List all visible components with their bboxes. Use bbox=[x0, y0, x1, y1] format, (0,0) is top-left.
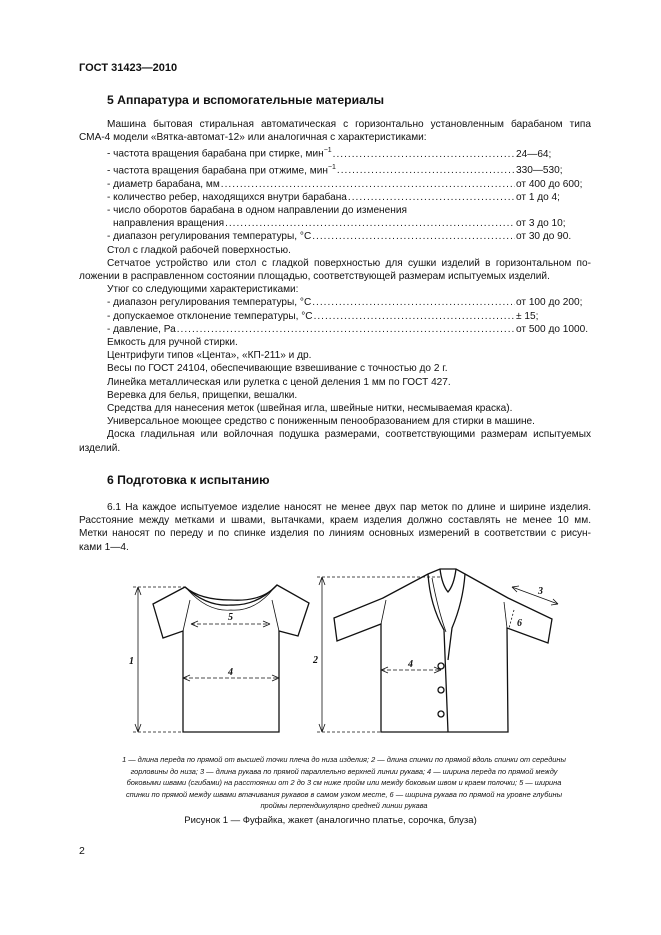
board-line-2: изделий. bbox=[79, 442, 121, 454]
mesh-line-2: ложении в расправленном состоянии площадью, соответствующей размерам испытуемых изделий. bbox=[79, 270, 550, 282]
list-item: Линейка металлическая или рулетка с ценой деления 1 мм по ГОСТ 427. bbox=[107, 376, 451, 388]
measure-label-3: 3 bbox=[538, 586, 543, 597]
spec-row: - диаметр барабана, мм ..... от 400 до 600; bbox=[79, 178, 591, 191]
sec6-line-1: 6.1 На каждое испытуемое изделие наносят не менее двух пар меток по длине и ширине изделия. bbox=[107, 502, 591, 513]
item-table: Стол с гладкой рабочей поверхностью. bbox=[107, 244, 291, 256]
spec-row: - диапазон регулирования температуры, °С ..... от 30 до 90. bbox=[79, 230, 591, 243]
iron-spec-row: - допускаемое отклонение температуры, °С ..... ± 15; bbox=[79, 310, 591, 323]
mesh-line-1: Сетчатое устройство или стол с гладкой поверхностью для сушки изделий в горизонтальном по- bbox=[107, 257, 591, 269]
spec-row: - частота вращения барабана при отжиме, мин$^{-1}$ ..... 330—530; bbox=[79, 161, 591, 178]
measure-label-6: 6 bbox=[517, 618, 522, 629]
list-item: Веревка для белья, прищепки, вешалки. bbox=[107, 389, 298, 401]
list-item: Средства для нанесения меток (швейная игла, швейные нитки, несмываемая краска). bbox=[107, 402, 513, 414]
intro-line-1: Машина бытовая стиральная автоматическая с горизонтально установленным барабаном типа bbox=[107, 119, 591, 130]
iron-title: Утюг со следующими характеристиками: bbox=[107, 284, 299, 296]
spec-5-line-1: - число оборотов барабана в одном направлении до изменения bbox=[107, 204, 407, 216]
page-number: 2 bbox=[79, 845, 85, 857]
measure-label-4: 4 bbox=[228, 667, 233, 678]
spec-row: направления вращения ..... от 3 до 10; bbox=[79, 217, 591, 230]
sec6-line-3: Метки наносят по переду и по спинке изделия по линиям основных измерений в соответствии с рисун- bbox=[79, 528, 591, 540]
section-5-title: 5 Аппаратура и вспомогательные материалы bbox=[107, 93, 384, 107]
figure-title: Рисунок 1 — Фуфайка, жакет (аналогично платье, сорочка, блуза) bbox=[184, 815, 477, 826]
iron-spec-row: - давление, Ра ..... от 500 до 1000. bbox=[79, 323, 591, 336]
list-item: Универсальное моющее средство с пониженным пенообразованием для стирки в машине. bbox=[107, 416, 535, 428]
sec6-line-2: Расстояние между метками и швами, вытачками, краем изделия должно составлять не менее 10 мм. bbox=[79, 515, 591, 527]
section-5-body bbox=[79, 118, 591, 455]
figure-caption: 1 — длина переда по прямой от высшей точки плеча до низа изделия; 2 — длина спинки по прямой вдоль спинки от середины горловины до низа; 3 — длина рукава по прямой параллельно верхней линии рукава; 4 — ширина переда по прямой между боковыми швами (сгибами) на расстоянии от 2 до 3 см ниже пройм или между боковым швом и краем полочки; 5 — ширина спинки по прямой между швами втачивания рукавов в самом узком месте, 6 — ширина рукава по прямой на уровне глубины проймы перпендикулярно средней линии рукава bbox=[122, 755, 566, 811]
spec-row: - частота вращения барабана при стирке, мин$^{-1}$ ..... 24—64; bbox=[79, 144, 591, 161]
sec6-line-4: ками 1—4. bbox=[79, 541, 129, 553]
page-header: ГОСТ 31423—2010 bbox=[79, 62, 178, 74]
section-6-body bbox=[79, 501, 591, 554]
list-item: Емкость для ручной стирки. bbox=[107, 336, 238, 348]
measure-label-4b: 4 bbox=[408, 659, 413, 670]
measure-label-5: 5 bbox=[228, 612, 233, 623]
board-line-1: Доска гладильная или войлочная подушка размерами, соответствующими размерам испытуемых bbox=[107, 429, 591, 441]
spec-row: - количество ребер, находящихся внутри барабана ..... от 1 до 4; bbox=[79, 191, 591, 204]
section-6-title: 6 Подготовка к испытанию bbox=[107, 473, 270, 487]
list-item: Весы по ГОСТ 24104, обеспечивающие взвешивание с точностью до 2 г. bbox=[107, 363, 448, 375]
measure-label-2: 2 bbox=[313, 655, 318, 666]
figure-garments bbox=[0, 560, 661, 755]
measure-label-1: 1 bbox=[129, 656, 134, 667]
list-item: Центрифуги типов «Цента», «КП-211» и др. bbox=[107, 350, 312, 362]
iron-spec-row: - диапазон регулирования температуры, °С ..... от 100 до 200; bbox=[79, 296, 591, 309]
intro-line-2: СМА-4 модели «Вятка-автомат-12» или аналогичная с характеристиками: bbox=[79, 132, 427, 144]
